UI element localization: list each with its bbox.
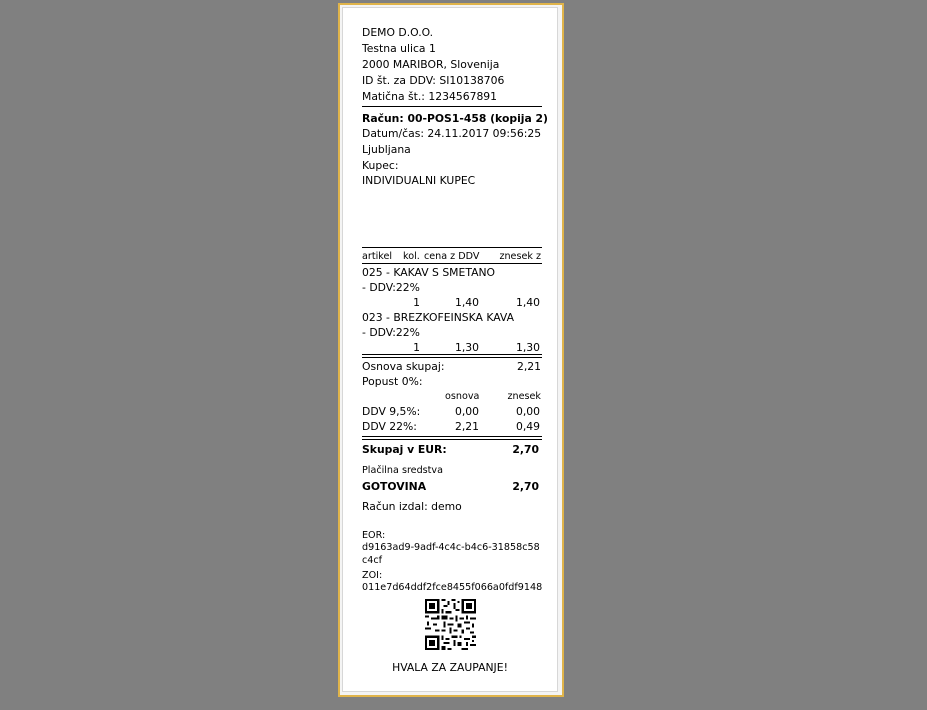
vat-rate: DDV 9,5%: — [362, 405, 421, 418]
header-qty: kol. — [403, 251, 420, 262]
invoice-place: Ljubljana — [362, 143, 411, 156]
item-name: 023 - BREZKOFEINSKA KAVA — [362, 311, 515, 324]
total-value: 2,70 — [512, 443, 539, 456]
divider — [362, 354, 542, 355]
vat-base: 2,21 — [454, 420, 479, 433]
vat-row — [362, 419, 542, 435]
base-total-label: Osnova skupaj: — [362, 360, 445, 373]
issuer-city: 2000 MARIBOR, Slovenija — [362, 58, 500, 71]
header-article: artikel — [362, 251, 393, 262]
zoi-value: 011e7d64ddf2fce8455f066a0fdf9148 — [362, 582, 543, 593]
buyer-label: Kupec: — [362, 159, 399, 172]
vat-header — [362, 391, 542, 403]
total-row — [362, 442, 542, 458]
header-amount: znesek z — [499, 251, 541, 262]
divider — [362, 357, 542, 358]
item-vat: - DDV:22% — [362, 281, 420, 294]
buyer-name: INDIVIDUALNI KUPEC — [362, 174, 476, 187]
divider — [362, 439, 542, 440]
items-header — [362, 251, 542, 263]
thank-you-message: HVALA ZA ZAUPANJE! — [392, 661, 508, 674]
invoice-datetime: Datum/čas: 24.11.2017 09:56:25 — [362, 127, 542, 140]
total-label: Skupaj v EUR: — [362, 443, 447, 456]
payment-method: GOTOVINA — [362, 480, 427, 493]
invoice-number: Račun: 00-POS1-458 (kopija 2) — [362, 112, 548, 125]
payment-value: 2,70 — [512, 480, 539, 493]
vat-tax: 0,49 — [515, 420, 540, 433]
item-name: 025 - KAKAV S SMETANO — [362, 266, 496, 279]
item-price: 1,30 — [454, 341, 479, 354]
issuer-street: Testna ulica 1 — [362, 42, 436, 55]
zoi-label: ZOI: — [362, 570, 383, 581]
item-values — [362, 295, 542, 311]
eor-line-1: d9163ad9-9adf-4c4c-b4c6-31858c58 — [362, 542, 540, 553]
payment-header: Plačilna sredstva — [362, 465, 443, 476]
issuer-name: DEMO D.O.O. — [362, 26, 434, 39]
item-qty: 1 — [413, 341, 420, 354]
issuer-vat-id: ID št. za DDV: SI10138706 — [362, 74, 505, 87]
eor-line-2: c4cf — [362, 555, 383, 566]
item-vat: - DDV:22% — [362, 326, 420, 339]
payment-row — [362, 479, 542, 495]
base-total-value: 2,21 — [516, 360, 541, 373]
base-total-row — [362, 359, 542, 375]
issued-by: Račun izdal: demo — [362, 500, 462, 513]
header-price: cena z DDV — [424, 251, 480, 262]
vat-tax: 0,00 — [515, 405, 540, 418]
issuer-reg-no: Matična št.: 1234567891 — [362, 90, 498, 103]
vat-row — [362, 404, 542, 420]
discount-label: Popust 0%: — [362, 375, 423, 388]
qr-code — [425, 599, 476, 650]
divider — [362, 436, 542, 437]
item-amount: 1,40 — [515, 296, 540, 309]
item-qty: 1 — [413, 296, 420, 309]
vat-rate: DDV 22%: — [362, 420, 417, 433]
divider — [362, 247, 542, 248]
item-amount: 1,30 — [515, 341, 540, 354]
divider — [362, 263, 542, 264]
vat-base: 0,00 — [454, 405, 479, 418]
vat-header-base: osnova — [445, 391, 480, 402]
item-price: 1,40 — [454, 296, 479, 309]
vat-header-tax: znesek — [507, 391, 541, 402]
divider — [362, 106, 542, 107]
eor-label: EOR: — [362, 530, 386, 541]
